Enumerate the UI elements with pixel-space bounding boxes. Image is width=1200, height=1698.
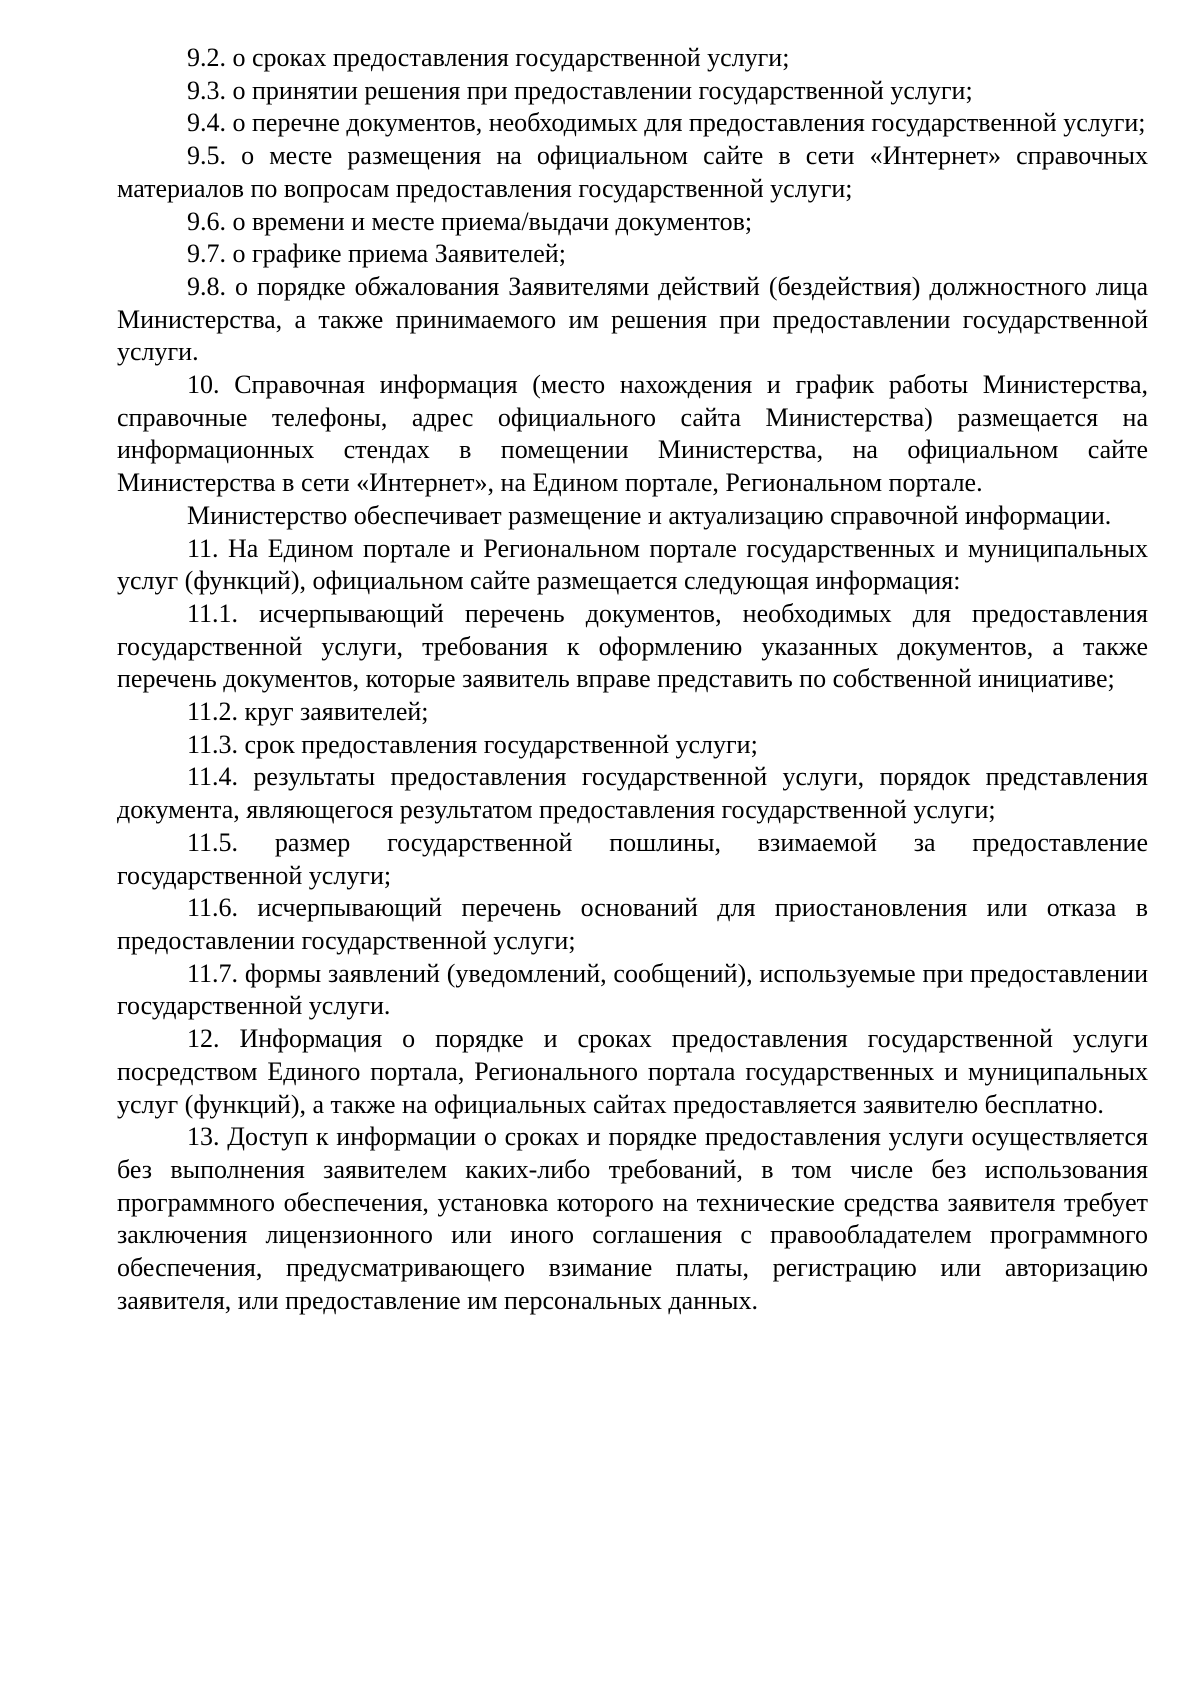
document-page: [117, 42, 1148, 1317]
paragraph-9-3: 9.3. о принятии решения при предоставлении государственной услуги;: [187, 75, 973, 105]
paragraph-12: 12. Информация о порядке и сроках предоставления государственной услуги посредством Единого портала, Регионального портала государственных и муниципальных услуг (функций), а также на официальных сайтах предоставляется заявителю бесплатно.: [117, 1024, 1148, 1119]
paragraph-11: 11. На Едином портале и Региональном портале государственных и муниципальных услуг (функций), официальном сайте размещается следующая информация:: [117, 533, 1148, 596]
paragraph-9-7: 9.7. о графике приема Заявителей;: [187, 239, 566, 269]
paragraph-9-8: 9.8. о порядке обжалования Заявителями действий (бездействия) должностного лица Министерства, а также принимаемого им решения при предоставлении государственной услуги.: [117, 271, 1148, 367]
paragraph-11-4: 11.4. результаты предоставления государственной услуги, порядок представления документа, являющегося результатом предоставления государственной услуги;: [117, 762, 1148, 825]
paragraph-11-6: 11.6. исчерпывающий перечень оснований для приостановления или отказа в предоставлении государственной услуги;: [117, 893, 1148, 955]
paragraph-10-continued: Министерство обеспечивает размещение и актуализацию справочной информации.: [187, 500, 1112, 530]
paragraph-11-5: 11.5. размер государственной пошлины, взимаемой за предоставление государственной услуги;: [117, 827, 1148, 890]
paragraph-9-5: 9.5. о месте размещения на официальном сайте в сети «Интернет» справочных материалов по вопросам предоставления государственной услуги;: [117, 141, 1148, 203]
paragraph-11-3: 11.3. срок предоставления государственной услуги;: [187, 729, 758, 759]
paragraph-9-6: 9.6. о времени и месте приема/выдачи документов;: [187, 206, 753, 236]
paragraph-9-4: 9.4. о перечне документов, необходимых для предоставления государственной услуги;: [187, 108, 1146, 138]
paragraph-10: 10. Справочная информация (место нахождения и график работы Министерства, справочные телефоны, адрес официального сайта Министерства) размещается на информационных стендах в помещении Министерства, на официальном сайте Министерства в сети «Интернет», на Едином портале, Региональном портале.: [117, 370, 1148, 498]
paragraph-13: 13. Доступ к информации о сроках и порядке предоставления услуги осуществляется без выполнения заявителем каких-либо требований, в том числе без использования программного обеспечения, установка которого на технические средства заявителя требует заключения лицензионного или иного соглашения с правообладателем программного обеспечения, предусматривающего взимание платы, регистрацию или авторизацию заявителя, или предоставление им персональных данных.: [117, 1122, 1148, 1315]
paragraph-11-2: 11.2. круг заявителей;: [187, 697, 429, 727]
paragraph-11-1: 11.1. исчерпывающий перечень документов, необходимых для предоставления государственной услуги, требования к оформлению указанных документов, а также перечень документов, которые заявитель вправе представить по собственной инициативе;: [117, 598, 1148, 694]
paragraph-9-2: 9.2. о сроках предоставления государственной услуги;: [187, 43, 790, 72]
paragraph-11-7: 11.7. формы заявлений (уведомлений, сообщений), используемые при предоставлении государственной услуги.: [117, 958, 1148, 1021]
